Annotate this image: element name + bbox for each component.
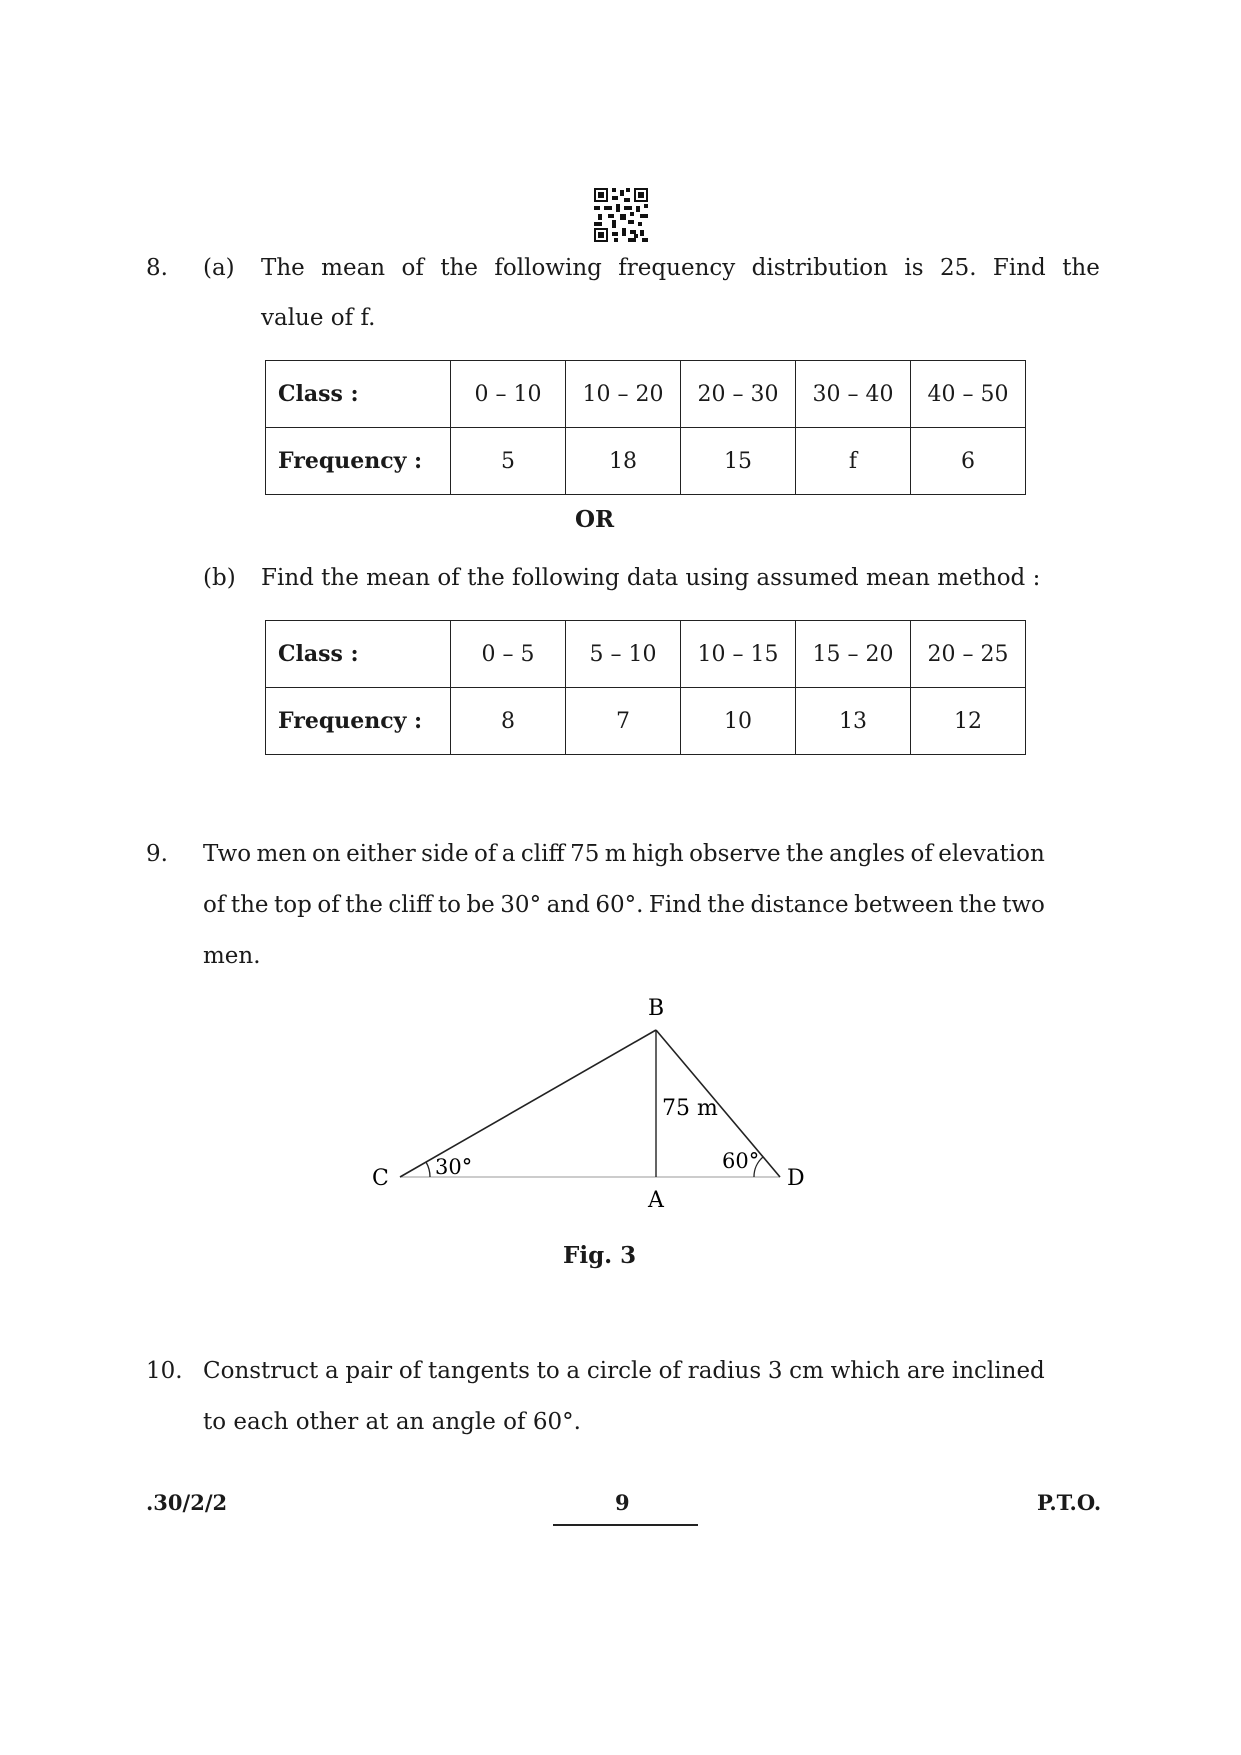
point-label-d: D [787,1166,805,1191]
angle-label-d: 60° [722,1149,760,1173]
table-row [266,688,1026,755]
table-cell: 5 – 10 [566,621,681,688]
point-label-b: B [648,996,665,1021]
question-text-line: to each other at an angle of 60°. [203,1409,581,1435]
table-cell: 0 – 5 [451,621,566,688]
table-cell: 15 [681,428,796,495]
table-cell: 12 [911,688,1026,755]
row-header: Class : [266,621,451,688]
question-text-line: The mean of the following frequency distribution is 25. Find the [261,255,1100,281]
frequency-table [265,620,1026,755]
question-text-line: Two men on either side of a cliff 75 m high observe the angles of elevation [203,841,1045,867]
height-label: 75 m [662,1096,718,1121]
question-number: 9. [146,841,168,867]
page-number: 9 [615,1490,630,1515]
table-cell: 0 – 10 [451,361,566,428]
qr-code [594,188,648,242]
table-cell: 20 – 30 [681,361,796,428]
point-label-c: C [372,1166,389,1191]
cliff-diagram [360,985,840,1215]
frequency-table [265,360,1026,495]
question-text-line: men. [203,943,261,969]
figure-caption: Fig. 3 [563,1242,637,1269]
row-header: Class : [266,361,451,428]
part-label: (a) [203,255,235,281]
table-cell: 6 [911,428,1026,495]
question-text-line: value of f. [261,305,376,331]
question-text-line: Find the mean of the following data using assumed mean method : [261,565,1041,591]
question-text-line: Construct a pair of tangents to a circle of radius 3 cm which are inclined [203,1358,1045,1384]
pto-label: P.T.O. [1037,1490,1102,1515]
table-cell: 10 – 15 [681,621,796,688]
page-number-underline [553,1524,698,1526]
angle-arc-c [426,1162,430,1177]
table-cell: 10 – 20 [566,361,681,428]
table-cell: 15 – 20 [796,621,911,688]
table-cell: 40 – 50 [911,361,1026,428]
table-cell: 30 – 40 [796,361,911,428]
question-text-line: of the top of the cliff to be 30° and 60°. Find the distance between the two [203,892,1045,918]
table-row [266,621,1026,688]
question-number: 8. [146,255,168,281]
question-number: 10. [146,1358,183,1384]
table-cell: 13 [796,688,911,755]
table-cell: 18 [566,428,681,495]
table-cell: f [796,428,911,495]
paper-code: .30/2/2 [146,1490,228,1515]
table-cell: 8 [451,688,566,755]
point-label-a: A [648,1188,664,1213]
angle-label-c: 30° [435,1155,473,1179]
table-cell: 7 [566,688,681,755]
table-cell: 20 – 25 [911,621,1026,688]
table-row [266,361,1026,428]
table-cell: 5 [451,428,566,495]
table-row [266,428,1026,495]
table-cell: 10 [681,688,796,755]
row-header: Frequency : [266,688,451,755]
part-label: (b) [203,565,236,591]
row-header: Frequency : [266,428,451,495]
or-separator: OR [575,506,615,533]
